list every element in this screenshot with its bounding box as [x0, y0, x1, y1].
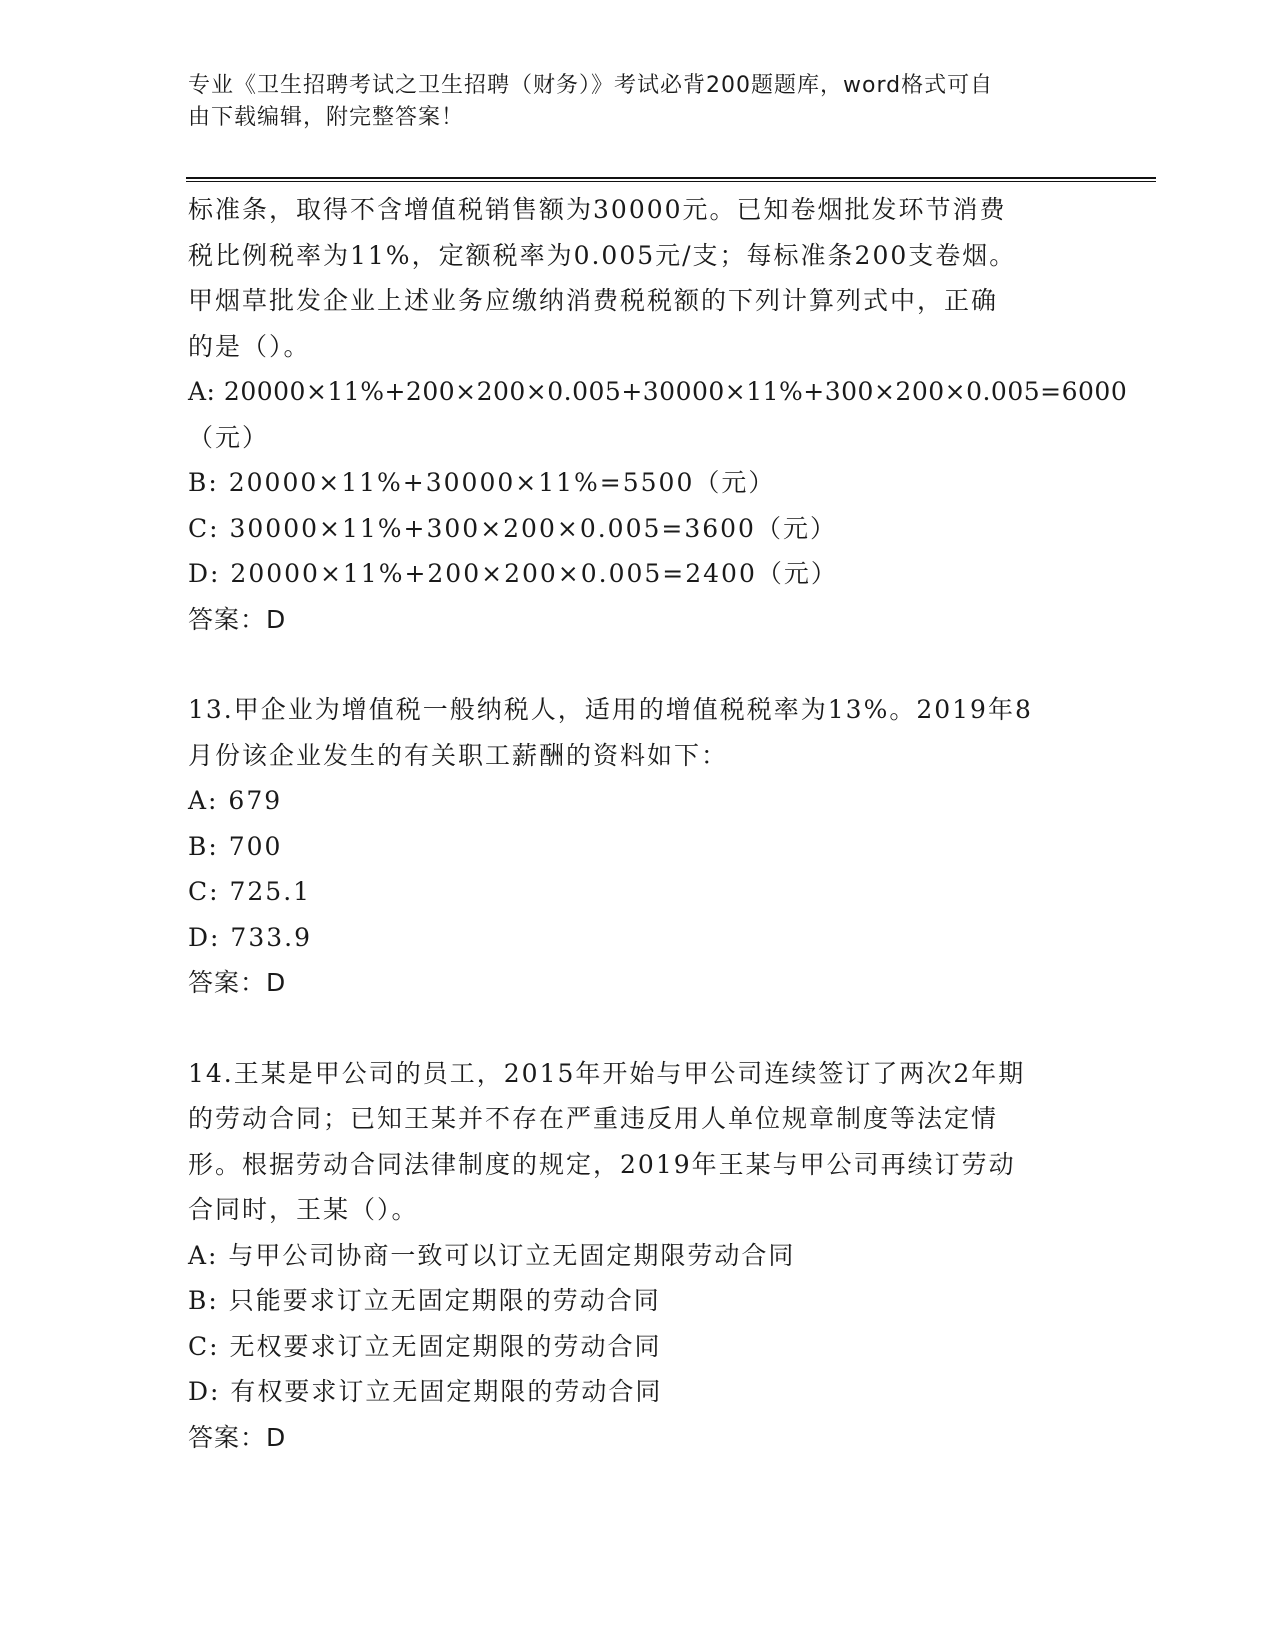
page-header: [188, 70, 1068, 134]
option-a: A: 20000×11%+200×200×0.005+30000×11%+300×200×0.005=6000: [188, 377, 1128, 406]
option-d: D: 733.9: [188, 922, 312, 952]
question-spacer: [188, 1006, 1088, 1051]
question-12: [188, 187, 1128, 642]
option-d: D: 有权要求订立无固定期限的劳动合同: [188, 1377, 663, 1406]
question-14: [188, 1051, 1088, 1461]
question-stem-line: 月份该企业发生的有关职工薪酬的资料如下：: [188, 740, 729, 770]
question-spacer: [188, 642, 1088, 687]
question-stem-line: 13.甲企业为增值税一般纳税人，适用的增值税税率为13%。2019年8: [188, 695, 1033, 724]
option-c: C: 30000×11%+300×200×0.005=3600（元）: [188, 513, 837, 543]
answer-label: 答案：D: [188, 968, 287, 997]
question-stem-line: 甲烟草批发企业上述业务应缴纳消费税税额的下列计算列式中，正确: [188, 286, 999, 315]
answer-label: 答案：D: [188, 1422, 287, 1452]
option-b: B: 700: [188, 831, 283, 861]
question-stem-line: 的是（）。: [188, 331, 311, 361]
question-stem-line: 的劳动合同；已知王某并不存在严重违反用人单位规章制度等法定情: [188, 1104, 999, 1133]
option-c: C: 725.1: [188, 877, 312, 906]
option-a: A: 679: [188, 786, 283, 815]
question-stem-line: 14.王某是甲公司的员工，2015年开始与甲公司连续签订了两次2年期: [188, 1058, 1026, 1088]
question-stem-line: 标准条，取得不含增值税销售额为30000元。已知卷烟批发环节消费: [188, 195, 1007, 224]
header-title-line-2: 由下载编辑，附完整答案！: [188, 105, 465, 130]
option-a: A: 与甲公司协商一致可以订立无固定期限劳动合同: [188, 1240, 796, 1270]
header-title-line-1: 专业《卫生招聘考试之卫生招聘（财务）》考试必背200题题库，word格式可自: [188, 73, 994, 98]
option-d: D: 20000×11%+200×200×0.005=2400（元）: [188, 559, 838, 588]
question-13: [188, 687, 1088, 1006]
question-stem-line: 税比例税率为11%，定额税率为0.005元/支；每标准条200支卷烟。: [188, 240, 1017, 270]
option-b: B: 20000×11%+30000×11%=5500（元）: [188, 468, 776, 497]
question-stem-line: 合同时，王某（）。: [188, 1195, 419, 1224]
option-a-continuation: （元）: [188, 422, 270, 452]
option-b: B: 只能要求订立无固定期限的劳动合同: [188, 1286, 661, 1315]
option-c: C: 无权要求订立无固定期限的劳动合同: [188, 1331, 662, 1361]
answer-label: 答案：D: [188, 604, 287, 634]
question-list: [188, 187, 1128, 1460]
question-stem-line: 形。根据劳动合同法律制度的规定，2019年王某与甲公司再续订劳动: [188, 1149, 1016, 1179]
header-divider: [186, 177, 1156, 182]
